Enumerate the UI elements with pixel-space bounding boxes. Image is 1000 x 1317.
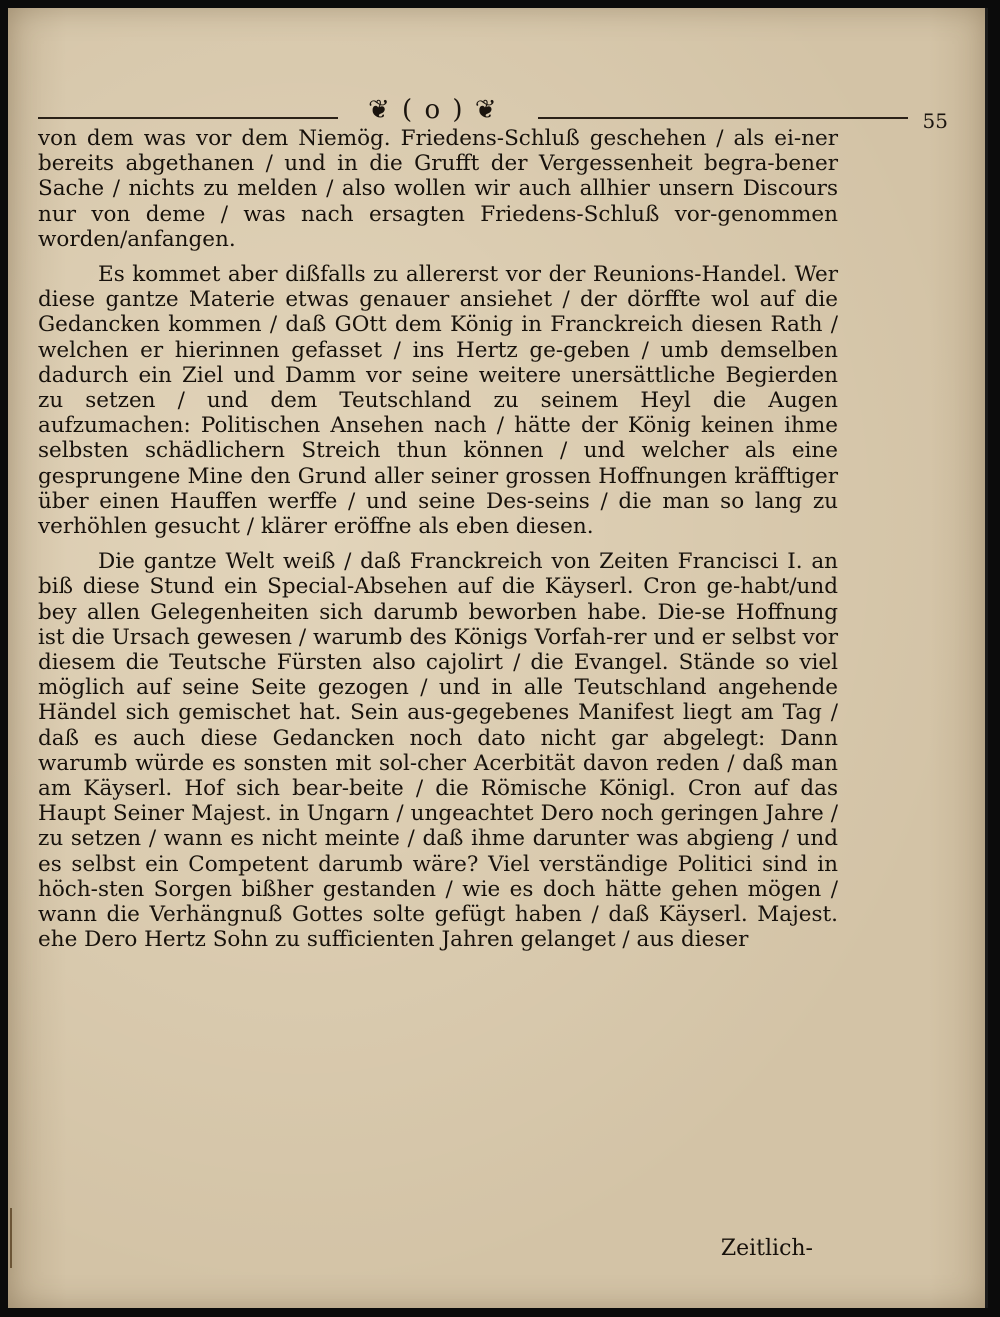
running-head: ❦ ( o ) ❦ [368,95,499,125]
paragraph: von dem was vor dem Niemög. Friedens-Schluß geschehen / als ei-ner bereits abgethanen / und in die Grufft der Vergessenheit begra-bener Sache / nichts zu melden / also wollen wir auch allhier unsern Discours nur von deme / was nach ersagten Friedens-Schluß vor-genommen worden/anfangen. [38,126,838,252]
paragraph: Die gantze Welt weiß / daß Franckreich von Zeiten Francisci I. an biß diese Stund ein Special-Absehen auf die Käyserl. Cron ge-habt/und bey allen Gelegenheiten sich darumb beworben habe. Die-se Hoffnung ist die Ursach gewesen / warumb des Königs Vorfah-rer und er selbst vor diesem die Teutsche Fürsten also cajolirt / die Evangel. Stände so viel möglich auf seine Seite gezogen / und in alle Teutschland angehende Händel sich gemischet hat. Sein aus-gegebenes Manifest liegt am Tag / daß es auch diese Gedancken noch dato nicht gar abgelegt: Dann warumb würde es sonsten mit sol-cher Acerbität davon reden / daß man am Käyserl. Hof sich bear-beite / die Römische Königl. Cron auf das Haupt Seiner Majest. in Ungarn / ungeachtet Dero noch geringen Jahre / zu setzen / wann es nicht meinte / daß ihme darunter was abgieng / und es selbst ein Competent darumb wäre? Viel verständige Politici sind in höch-sten Sorgen bißher gestanden / wie es doch hätte gehen mögen / wann die Verhängnuß Gottes solte gefügt haben / daß Käyserl. Majest. ehe Dero Hertz Sohn zu sufficienten Jahren gelanget / aus dieser [38,549,838,953]
binding-mark [10,1208,12,1268]
book-page [8,8,988,1308]
header-rule [538,117,908,119]
catchword: Zeitlich- [720,1236,813,1261]
header-rule [38,117,338,119]
body-text [38,126,838,953]
page-number: 55 [922,109,948,133]
paragraph: Es kommet aber dißfalls zu allererst vor der Reunions-Handel. Wer diese gantze Materie etwas genauer ansiehet / der dörffte wol auf die Gedancken kommen / daß GOtt dem König in Franckreich diesen Rath / welchen er hierinnen gefasset / ins Hertz ge-geben / umb demselben dadurch ein Ziel und Damm vor seine weitere unersättliche Begierden zu setzen / und dem Teutschland zu seinem Heyl die Augen aufzumachen: Politischen Ansehen nach / hätte der König keinen ihme selbsten schädlichern Streich thun können / und welcher als eine gesprungene Mine den Grund aller seiner grossen Hoffnungen kräfftiger über einen Hauffen werffe / und seine Des-seins / die man so lang zu verhöhlen gesucht / klärer eröffne als eben diesen. [38,262,838,540]
page-edge [985,8,988,1308]
